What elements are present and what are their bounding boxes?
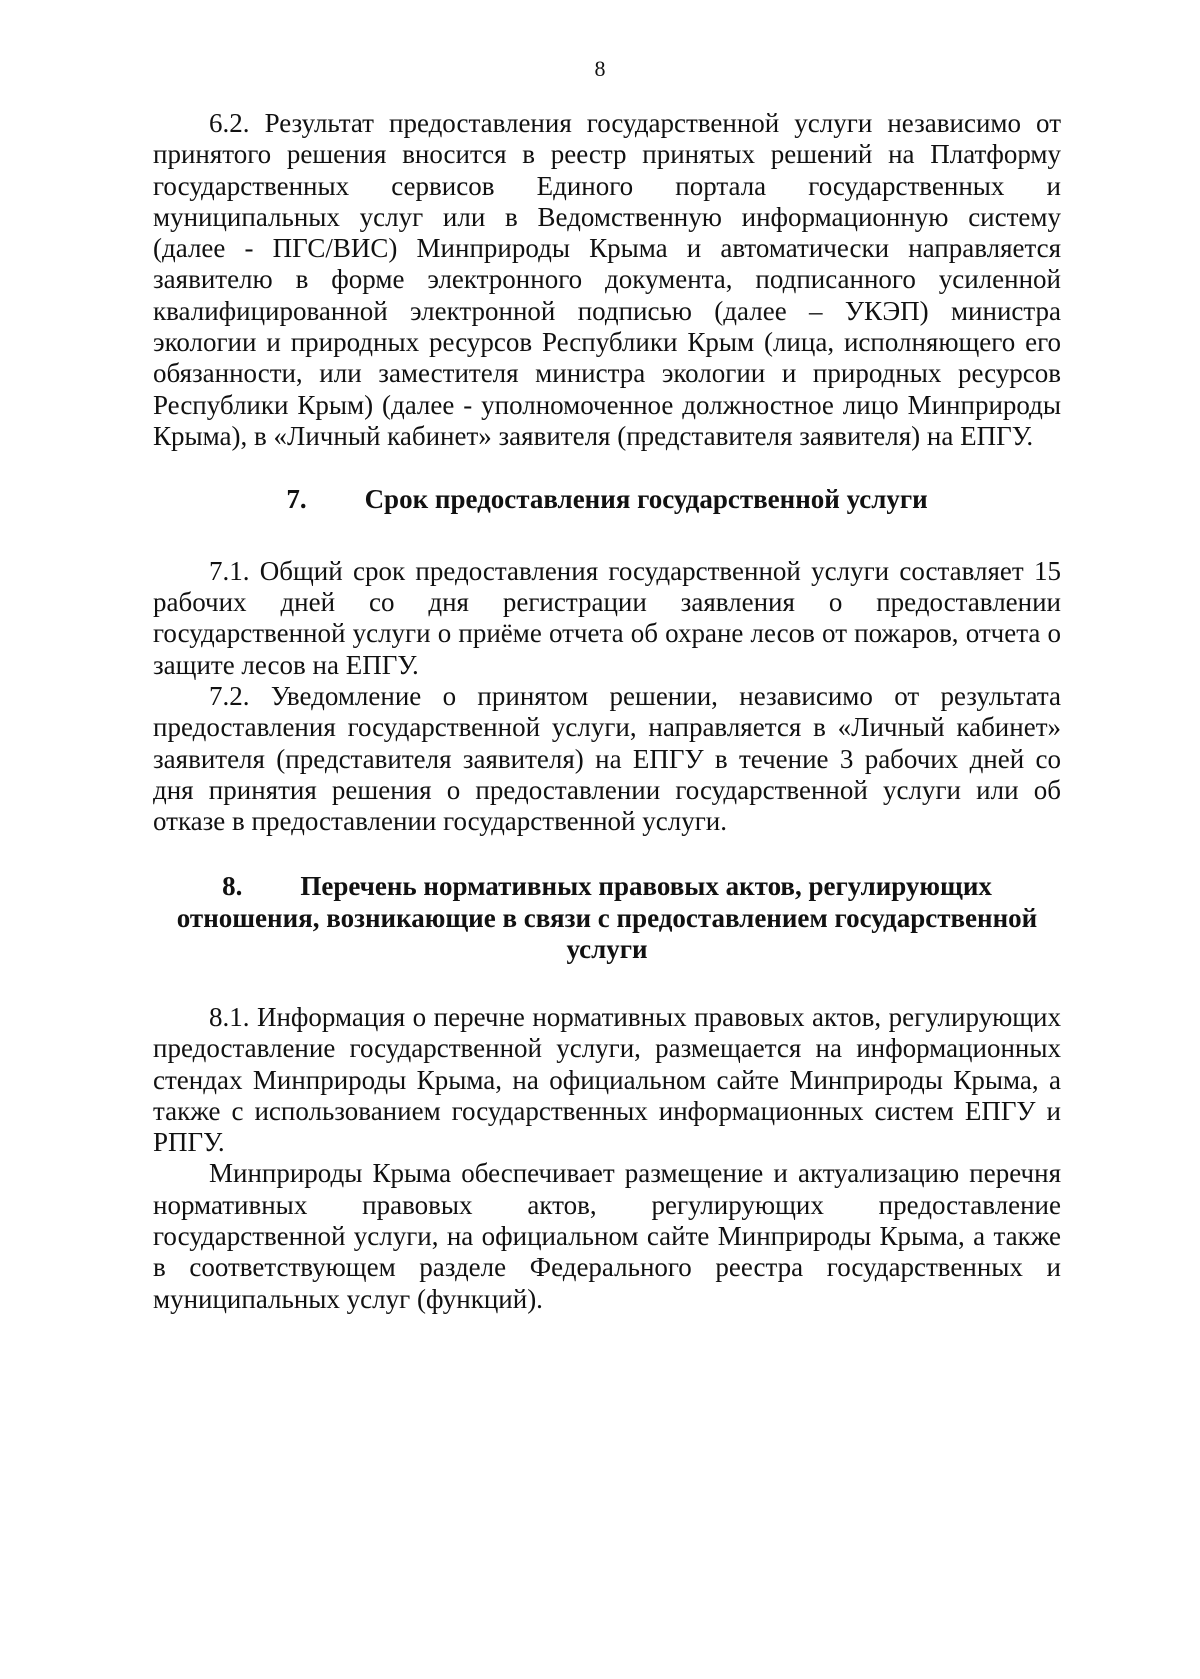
section-8-title: Перечень нормативных правовых актов, регулирующих отношения, возникающие в связи с предоставлением государственной услуги [176, 871, 1038, 965]
paragraph-7-2: 7.2. Уведомление о принятом решении, независимо от результата предоставления государственной услуги, направляется в «Личный кабинет» заявителя (представителя заявителя) на ЕПГУ в течение 3 рабочих дней со дня принятия решения о предоставлении государственной услуги или об отказе в предоставлении государственной услуги. [153, 680, 1061, 837]
section-7-number: 7. [286, 484, 307, 515]
section-8-heading [153, 871, 1061, 966]
paragraph-8-2: Минприроды Крыма обеспечивает размещение и актуализацию перечня нормативных правовых актов, регулирующих предоставление государственной услуги, на официальном сайте Минприроды Крыма, а также в соответствующем разделе Федерального реестра государственных и муниципальных услуг (функций). [153, 1158, 1061, 1314]
page-number: 8 [594, 56, 606, 81]
section-8-number: 8. [222, 871, 243, 902]
section-7-title: Срок предоставления государственной услуги [364, 484, 928, 515]
paragraph-7-1: 7.1. Общий срок предоставления государственной услуги составляет 15 рабочих дней со дня регистрации заявления о предоставлении государственной услуги о приёме отчета об охране лесов от пожаров, отчета о защите лесов на ЕПГУ. [153, 555, 1061, 680]
paragraph-6-2: 6.2. Результат предоставления государственной услуги независимо от принятого решения вносится в реестр принятых решений на Платформу государственных сервисов Единого портала государственных и муниципальных услуг или в Ведомственную информационную систему (далее - ПГС/ВИС) Минприроды Крыма и автоматически направляется заявителю в форме электронного документа, подписанного усиленной квалифицированной электронной подписью (далее – УКЭП) министра экологии и природных ресурсов Республики Крым (лица, исполняющего его обязанности, или заместителя министра экологии и природных ресурсов Республики Крым) (далее - уполномоченное должностное лицо Минприроды Крыма), в «Личный кабинет» заявителя (представителя заявителя) на ЕПГУ. [153, 108, 1061, 451]
document-body [153, 108, 1061, 1315]
section-7-heading [153, 484, 1061, 516]
paragraph-8-1: 8.1. Информация о перечне нормативных правовых актов, регулирующих предоставление государственной услуги, размещается на информационных стендах Минприроды Крыма, на официальном сайте Минприроды Крыма, а также с использованием государственных информационных систем ЕПГУ и РПГУ. [153, 1001, 1061, 1158]
